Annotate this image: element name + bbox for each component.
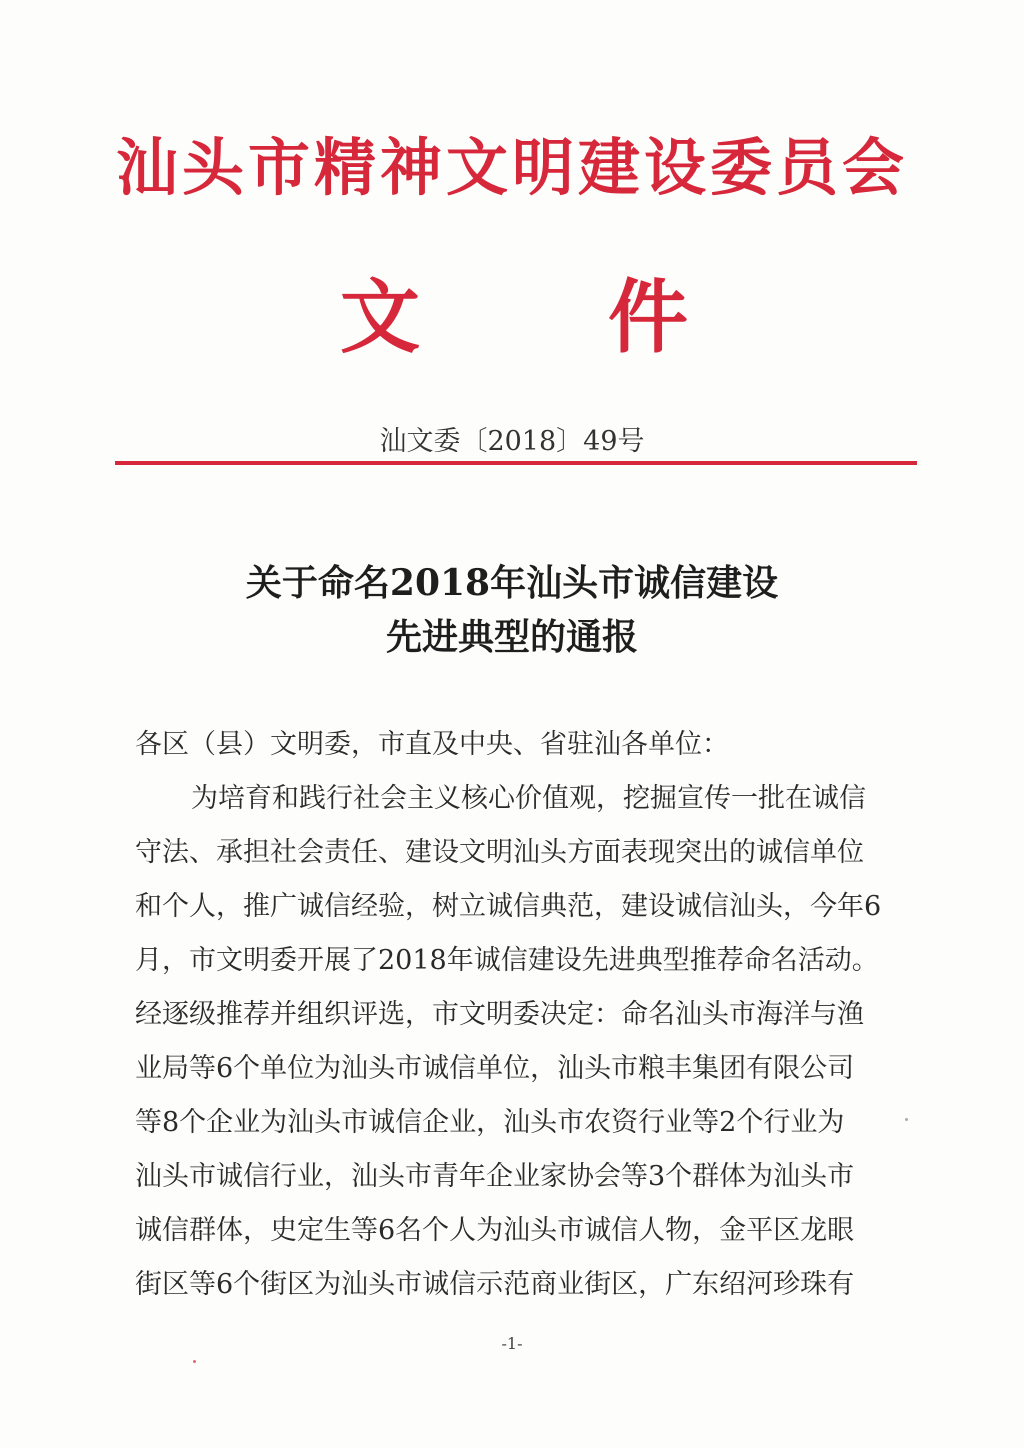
document-type-char-1: 文 [340,270,420,364]
page-number: -1- [501,1334,523,1353]
document-body [135,718,895,1312]
document-type-char-2: 件 [608,270,688,364]
document-type-heading [0,272,1024,362]
document-title [0,556,1024,664]
body-line: 和个人，推广诚信经验，树立诚信典范，建设诚信汕头，今年6 [135,891,882,922]
body-line: 业局等6个单位为汕头市诚信单位，汕头市粮丰集团有限公司 [135,1053,855,1084]
body-line: 等8个企业为汕头市诚信企业，汕头市农资行业等2个行业为 [135,1107,845,1138]
body-line: 守法、承担社会责任、建设文明汕头方面表现突出的诚信单位 [135,837,864,868]
issuing-organization: 汕头市精神文明建设委员会 [115,131,908,204]
body-line: 月，市文明委开展了2018年诚信建设先进典型推荐命名活动。 [135,945,879,976]
body-line: 汕头市诚信行业，汕头市青年企业家协会等3个群体为汕头市 [135,1161,855,1192]
scan-speck [193,1360,196,1363]
body-line: 经逐级推荐并组织评选，市文明委决定：命名汕头市海洋与渔 [135,999,864,1030]
scan-speck [905,1118,908,1121]
body-line: 诚信群体，史定生等6名个人为汕头市诚信人物，金平区龙眼 [135,1215,855,1246]
salutation: 各区（县）文明委，市直及中央、省驻汕各单位： [135,729,729,760]
title-line-1: 关于命名2018年汕头市诚信建设 [245,562,779,604]
body-line: 为培育和践行社会主义核心价值观，挖掘宣传一批在诚信 [191,783,866,814]
document-number: 汕文委〔2018〕49号 [379,426,645,457]
red-divider-line [115,461,917,465]
body-line: 街区等6个街区为汕头市诚信示范商业街区，广东绍河珍珠有 [135,1269,855,1300]
title-line-2: 先进典型的通报 [385,616,638,658]
